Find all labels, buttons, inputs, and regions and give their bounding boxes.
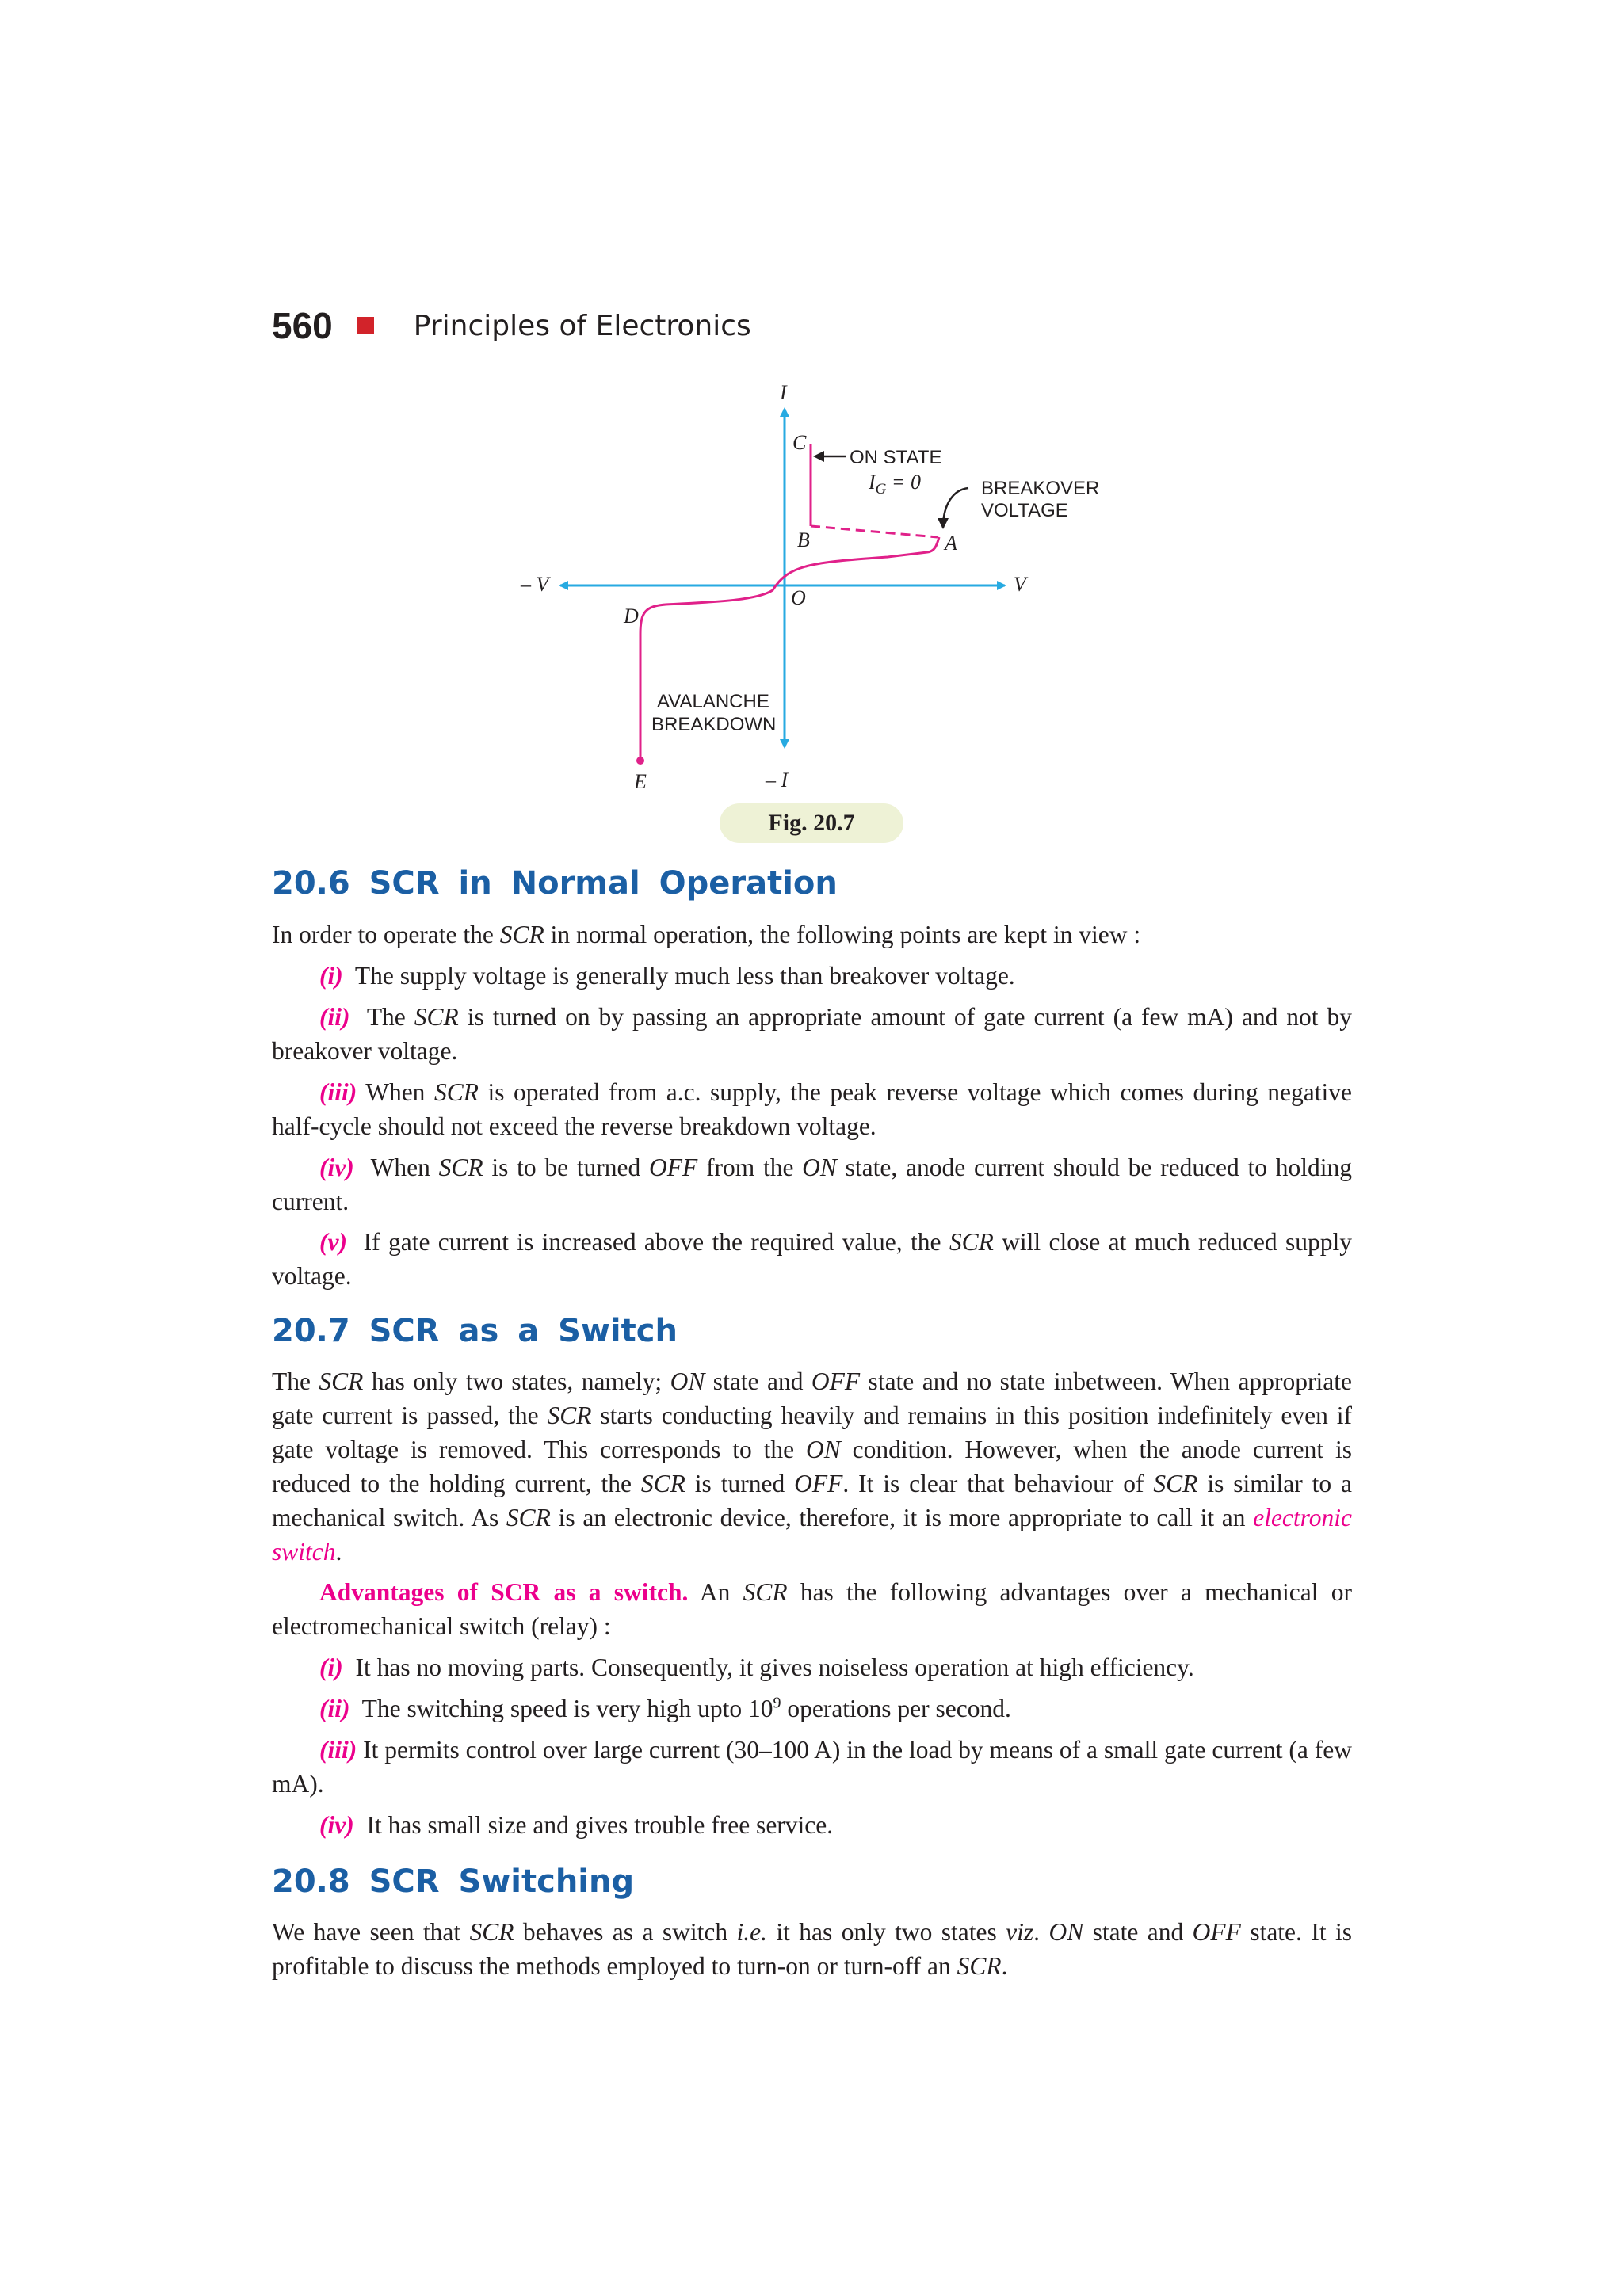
gate-current-label: $I_G = 0$: [869, 471, 921, 498]
s207-paragraph: The SCR has only two states, namely; ON state and OFF state and no state inbetween. When appropriate gate current is passed, the SCR starts conducting heavily and remains in this position indefinitely even if gate voltage is removed. This corresponds to the ON condition. However, when the anode current is reduced to the holding current, the SCR is turned OFF. It is clear that behaviour of SCR is similar to a mechanical switch. As SCR is an electronic device, therefore, it is more appropriate to call it an electronic switch.: [272, 1367, 1353, 1566]
s207-item-i: (i) It has no moving parts. Consequently, it gives noiseless operation at high efficiency.: [319, 1653, 1194, 1681]
section-heading-20-8: 20.8 SCR Switching: [272, 1863, 635, 1900]
item-number: (iii): [319, 1078, 357, 1106]
point-label-c: C: [792, 431, 807, 454]
breakover-arrow: [943, 488, 968, 528]
axis-label-i: I: [780, 381, 787, 404]
s206-item-iv: (iv) When SCR is to be turned OFF from the ON state, anode current should be reduced to holding current.: [272, 1154, 1353, 1215]
breakover-dashed-line: [811, 526, 938, 537]
axis-label-neg-i: – I: [766, 769, 789, 791]
item-number: (ii): [319, 1003, 350, 1031]
section-heading-20-6: 20.6 SCR in Normal Operation: [272, 865, 838, 902]
s206-item-i: (i) The supply voltage is generally much less than breakover voltage.: [319, 962, 1015, 990]
page-header: [272, 304, 751, 347]
axis-label-neg-v: – V: [521, 573, 549, 596]
on-state-label: ON STATE: [850, 447, 942, 468]
item-number: (iv): [319, 1154, 354, 1181]
s206-intro: In order to operate the SCR in normal operation, the following points are kept in view :: [272, 921, 1141, 948]
page-number: 560: [272, 305, 333, 346]
header-square-icon: [357, 317, 374, 334]
avalanche-label-line2: BREAKDOWN: [651, 714, 777, 735]
s208-paragraph: We have seen that SCR behaves as a switch i.e. it has only two states viz. ON state and OFF state. It is profitable to discuss the methods employed to turn-on or turn-off an SCR.: [272, 1918, 1352, 1980]
s207-advantages-intro: Advantages of SCR as a switch. An SCR has the following advantages over a mechanical or electromechanical switch (relay) :: [272, 1578, 1352, 1640]
point-e-dot: [636, 757, 644, 765]
advantages-title: Advantages of SCR as a switch.: [319, 1578, 689, 1606]
point-label-b: B: [797, 528, 810, 551]
item-number: (i): [319, 1653, 343, 1681]
book-title: Principles of Electronics: [413, 309, 751, 342]
s206-item-ii: (ii) The SCR is turned on by passing an appropriate amount of gate current (a few mA) and not by breakover voltage.: [272, 1003, 1352, 1065]
s206-item-iii: (iii) When SCR is operated from a.c. supply, the peak reverse voltage which comes during negative half-cycle should not exceed the reverse breakdown voltage.: [272, 1078, 1353, 1140]
figure-caption: Fig. 20.7: [720, 803, 903, 843]
item-number: (ii): [319, 1695, 350, 1722]
section-heading-20-7: 20.7 SCR as a Switch: [272, 1313, 678, 1349]
item-number: (v): [319, 1228, 347, 1256]
s206-item-v: (v) If gate current is increased above the required value, the SCR will close at much reduced supply voltage.: [272, 1228, 1353, 1290]
breakover-label-line2: VOLTAGE: [981, 500, 1068, 521]
point-label-d: D: [624, 605, 639, 627]
point-label-e: E: [634, 770, 647, 793]
axis-label-v: V: [1014, 573, 1026, 596]
scr-vi-characteristic-diagram: [475, 372, 1157, 800]
s207-item-ii: (ii) The switching speed is very high upto $10^9$ operations per second.: [319, 1694, 1011, 1722]
origin-label: O: [791, 586, 806, 609]
item-number: (iii): [319, 1736, 357, 1764]
s207-item-iv: (iv) It has small size and gives trouble free service.: [319, 1811, 834, 1839]
item-number: (i): [319, 962, 343, 990]
breakover-label-line1: BREAKOVER: [981, 478, 1100, 499]
s207-item-iii: (iii) It permits control over large current (30–100 A) in the load by means of a small gate current (a few mA).: [272, 1736, 1352, 1798]
electronic-switch-term: electronic switch: [272, 1504, 1352, 1566]
item-number: (iv): [319, 1811, 354, 1839]
avalanche-label-line1: AVALANCHE: [657, 691, 769, 712]
point-label-a: A: [945, 532, 957, 555]
